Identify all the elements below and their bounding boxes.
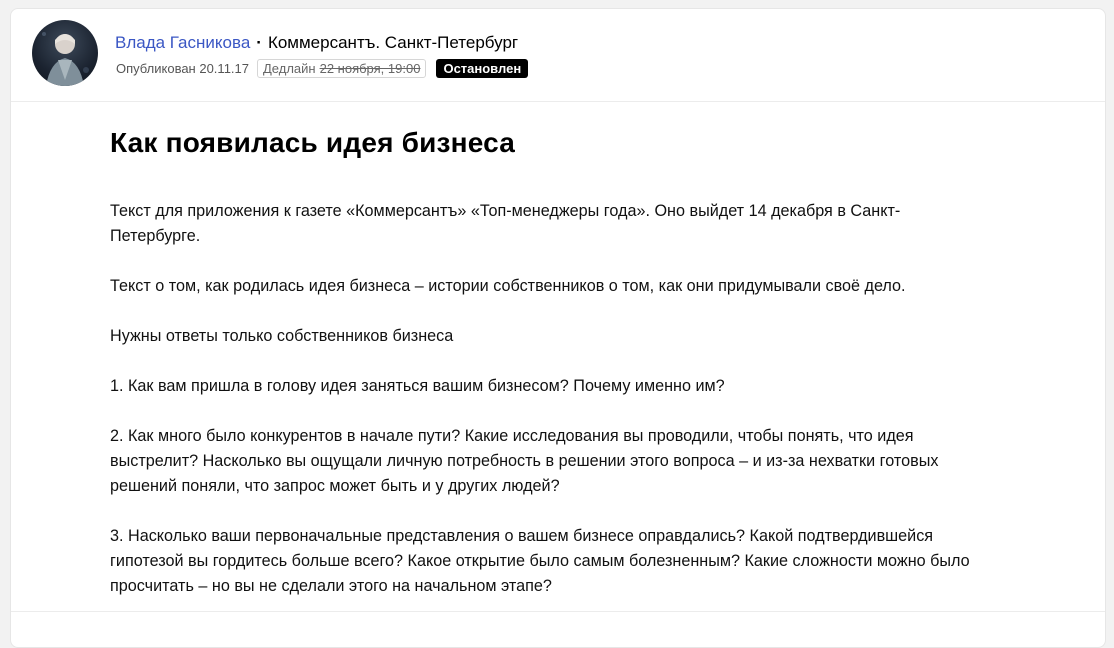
author-separator: · — [256, 33, 262, 52]
paragraph: 2. Как много было конкурентов в начале пути? Какие исследования вы проводили, чтобы понять, что идея выстрелит? Насколько вы ощущали личную потребность в решении этого вопроса – и из-за нехватки готовых решений поняли, что запрос может быть и у других людей? — [110, 427, 939, 495]
paragraph: Нужны ответы только собственников бизнеса — [110, 327, 454, 345]
post-content — [110, 127, 990, 624]
deadline-badge — [257, 59, 426, 78]
divider — [11, 611, 1105, 612]
deadline-label: Дедлайн — [263, 61, 316, 76]
user-avatar-icon — [32, 20, 98, 86]
paragraph: 3. Насколько ваши первоначальные представления о вашем бизнесе оправдались? Какой подтвердившейся гипотезой вы гордитесь больше всего? Какое открытие было самым болезненным? Какие сложности можно было просчитать – но вы не сделали этого на начальном этапе? — [110, 527, 970, 595]
status-badge: Остановлен — [436, 59, 528, 78]
author-line — [115, 33, 518, 53]
published-date: Опубликован 20.11.17 — [116, 61, 249, 76]
company-name[interactable]: Коммерсантъ. Санкт-Петербург — [267, 33, 519, 52]
paragraph: 1. Как вам пришла в голову идея заняться вашим бизнесом? Почему именно им? — [110, 377, 725, 395]
post-header — [11, 9, 1105, 102]
author-name-link[interactable]: Влада Гасникова — [115, 33, 251, 52]
post-meta — [116, 59, 528, 78]
paragraph: Текст о том, как родилась идея бизнеса – истории собственников о том, как они придумывали своё дело. — [110, 277, 906, 295]
deadline-date: 22 ноября, 19:00 — [319, 61, 421, 76]
post-title: Как появилась идея бизнеса — [110, 127, 516, 158]
paragraph: Текст для приложения к газете «Коммерсантъ» «Топ-менеджеры года». Оно выйдет 14 декабря в Санкт-Петербурге. — [110, 202, 901, 245]
author-avatar[interactable] — [32, 20, 98, 86]
post-card — [10, 8, 1106, 648]
